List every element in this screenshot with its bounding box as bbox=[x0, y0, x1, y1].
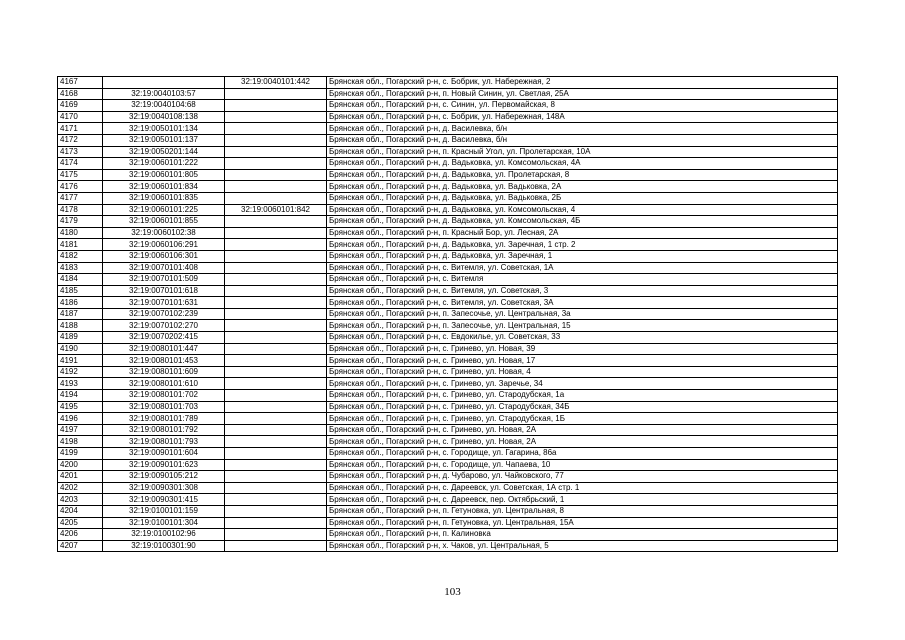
row-number-cell: 4187 bbox=[58, 308, 103, 320]
previous-cadastral-number-cell bbox=[225, 390, 327, 402]
row-number-cell: 4177 bbox=[58, 192, 103, 204]
row-number-cell: 4171 bbox=[58, 123, 103, 135]
cadastral-number-cell: 32:19:0050101:134 bbox=[103, 123, 225, 135]
address-cell: Брянская обл., Погарский р-н, с. Гринево, ул. Заречье, 34 bbox=[327, 378, 838, 390]
row-number-cell: 4205 bbox=[58, 517, 103, 529]
row-number-cell: 4204 bbox=[58, 505, 103, 517]
cadastral-number-cell: 32:19:0080101:610 bbox=[103, 378, 225, 390]
address-cell: Брянская обл., Погарский р-н, д. Василевка, б/н bbox=[327, 134, 838, 146]
address-cell: Брянская обл., Погарский р-н, д. Вадьковка, ул. Пролетарская, 8 bbox=[327, 169, 838, 181]
address-cell: Брянская обл., Погарский р-н, п. Новый Синин, ул. Светлая, 25А bbox=[327, 88, 838, 100]
table-row bbox=[58, 262, 838, 274]
table-row bbox=[58, 227, 838, 239]
cadastral-number-cell: 32:19:0090101:604 bbox=[103, 448, 225, 460]
previous-cadastral-number-cell bbox=[225, 494, 327, 506]
row-number-cell: 4202 bbox=[58, 482, 103, 494]
address-cell: Брянская обл., Погарский р-н, д. Чубарово, ул. Чайковского, 77 bbox=[327, 471, 838, 483]
cadastral-number-cell: 32:19:0070102:239 bbox=[103, 308, 225, 320]
cadastral-number-cell: 32:19:0070101:509 bbox=[103, 274, 225, 286]
row-number-cell: 4176 bbox=[58, 181, 103, 193]
previous-cadastral-number-cell bbox=[225, 88, 327, 100]
previous-cadastral-number-cell bbox=[225, 459, 327, 471]
previous-cadastral-number-cell bbox=[225, 262, 327, 274]
row-number-cell: 4193 bbox=[58, 378, 103, 390]
cadastral-number-cell: 32:19:0070101:618 bbox=[103, 285, 225, 297]
row-number-cell: 4199 bbox=[58, 448, 103, 460]
table-row bbox=[58, 378, 838, 390]
row-number-cell: 4179 bbox=[58, 216, 103, 228]
table-row bbox=[58, 424, 838, 436]
table-row bbox=[58, 529, 838, 541]
address-cell: Брянская обл., Погарский р-н, с. Гринево, ул. Новая, 4 bbox=[327, 366, 838, 378]
row-number-cell: 4201 bbox=[58, 471, 103, 483]
row-number-cell: 4198 bbox=[58, 436, 103, 448]
previous-cadastral-number-cell bbox=[225, 366, 327, 378]
cadastral-number-cell: 32:19:0070101:631 bbox=[103, 297, 225, 309]
cadastral-number-cell: 32:19:0060101:222 bbox=[103, 158, 225, 170]
address-cell: Брянская обл., Погарский р-н, п. Гетуновка, ул. Центральная, 8 bbox=[327, 505, 838, 517]
previous-cadastral-number-cell bbox=[225, 355, 327, 367]
previous-cadastral-number-cell bbox=[225, 413, 327, 425]
row-number-cell: 4169 bbox=[58, 100, 103, 112]
cadastral-number-cell: 32:19:0100101:159 bbox=[103, 505, 225, 517]
table-row bbox=[58, 390, 838, 402]
table-row bbox=[58, 169, 838, 181]
address-cell: Брянская обл., Погарский р-н, п. Калиновка bbox=[327, 529, 838, 541]
cadastral-number-cell: 32:19:0080101:609 bbox=[103, 366, 225, 378]
cadastral-number-cell: 32:19:0080101:793 bbox=[103, 436, 225, 448]
table-row bbox=[58, 448, 838, 460]
table-row bbox=[58, 517, 838, 529]
address-cell: Брянская обл., Погарский р-н, с. Гринево, ул. Новая, 2А bbox=[327, 424, 838, 436]
previous-cadastral-number-cell bbox=[225, 505, 327, 517]
previous-cadastral-number-cell bbox=[225, 169, 327, 181]
address-cell: Брянская обл., Погарский р-н, с. Гринево, ул. Новая, 2А bbox=[327, 436, 838, 448]
row-number-cell: 4206 bbox=[58, 529, 103, 541]
cadastral-number-cell: 32:19:0090105:212 bbox=[103, 471, 225, 483]
table-row bbox=[58, 494, 838, 506]
address-cell: Брянская обл., Погарский р-н, с. Гринево, ул. Новая, 17 bbox=[327, 355, 838, 367]
address-cell: Брянская обл., Погарский р-н, д. Вадьковка, ул. Заречная, 1 bbox=[327, 250, 838, 262]
row-number-cell: 4189 bbox=[58, 332, 103, 344]
address-cell: Брянская обл., Погарский р-н, с. Бобрик, ул. Набережная, 148А bbox=[327, 111, 838, 123]
previous-cadastral-number-cell bbox=[225, 308, 327, 320]
table-row bbox=[58, 366, 838, 378]
cadastral-number-cell: 32:19:0080101:703 bbox=[103, 401, 225, 413]
row-number-cell: 4172 bbox=[58, 134, 103, 146]
cadastral-number-cell: 32:19:0100301:90 bbox=[103, 540, 225, 552]
row-number-cell: 4191 bbox=[58, 355, 103, 367]
address-cell: Брянская обл., Погарский р-н, с. Синин, ул. Первомайская, 8 bbox=[327, 100, 838, 112]
address-cell: Брянская обл., Погарский р-н, д. Вадьковка, ул. Комсомольская, 4 bbox=[327, 204, 838, 216]
table-row bbox=[58, 436, 838, 448]
previous-cadastral-number-cell bbox=[225, 378, 327, 390]
table-row bbox=[58, 285, 838, 297]
address-cell: Брянская обл., Погарский р-н, п. Запесочье, ул. Центральная, 15 bbox=[327, 320, 838, 332]
address-cell: Брянская обл., Погарский р-н, с. Гринево, ул. Стародубская, 1Б bbox=[327, 413, 838, 425]
previous-cadastral-number-cell bbox=[225, 436, 327, 448]
table-row bbox=[58, 158, 838, 170]
row-number-cell: 4173 bbox=[58, 146, 103, 158]
table-row bbox=[58, 216, 838, 228]
cadastral-number-cell: 32:19:0070101:408 bbox=[103, 262, 225, 274]
cadastral-number-cell: 32:19:0060101:225 bbox=[103, 204, 225, 216]
previous-cadastral-number-cell bbox=[225, 285, 327, 297]
previous-cadastral-number-cell bbox=[225, 239, 327, 251]
cadastral-number-cell: 32:19:0070202:415 bbox=[103, 332, 225, 344]
row-number-cell: 4207 bbox=[58, 540, 103, 552]
previous-cadastral-number-cell bbox=[225, 332, 327, 344]
row-number-cell: 4168 bbox=[58, 88, 103, 100]
previous-cadastral-number-cell: 32:19:0040101:442 bbox=[225, 77, 327, 89]
previous-cadastral-number-cell bbox=[225, 146, 327, 158]
address-cell: Брянская обл., Погарский р-н, д. Вадьковка, ул. Вадьковка, 2Б bbox=[327, 192, 838, 204]
address-cell: Брянская обл., Погарский р-н, с. Дареевск, пер. Октябрьский, 1 bbox=[327, 494, 838, 506]
previous-cadastral-number-cell bbox=[225, 297, 327, 309]
previous-cadastral-number-cell: 32:19:0060101:842 bbox=[225, 204, 327, 216]
cadastral-number-cell: 32:19:0060101:855 bbox=[103, 216, 225, 228]
row-number-cell: 4175 bbox=[58, 169, 103, 181]
cadastral-number-cell: 32:19:0080101:453 bbox=[103, 355, 225, 367]
cadastral-number-cell: 32:19:0100101:304 bbox=[103, 517, 225, 529]
previous-cadastral-number-cell bbox=[225, 227, 327, 239]
previous-cadastral-number-cell bbox=[225, 134, 327, 146]
previous-cadastral-number-cell bbox=[225, 192, 327, 204]
address-cell: Брянская обл., Погарский р-н, с. Гринево, ул. Стародубская, 1а bbox=[327, 390, 838, 402]
row-number-cell: 4180 bbox=[58, 227, 103, 239]
cadastral-number-cell: 32:19:0090101:623 bbox=[103, 459, 225, 471]
previous-cadastral-number-cell bbox=[225, 517, 327, 529]
table-row bbox=[58, 320, 838, 332]
cadastral-number-cell: 32:19:0100102:96 bbox=[103, 529, 225, 541]
previous-cadastral-number-cell bbox=[225, 424, 327, 436]
table-row bbox=[58, 77, 838, 89]
cadastral-number-cell: 32:19:0090301:415 bbox=[103, 494, 225, 506]
row-number-cell: 4186 bbox=[58, 297, 103, 309]
row-number-cell: 4167 bbox=[58, 77, 103, 89]
row-number-cell: 4182 bbox=[58, 250, 103, 262]
row-number-cell: 4195 bbox=[58, 401, 103, 413]
cadastral-number-cell bbox=[103, 77, 225, 89]
table-row bbox=[58, 123, 838, 135]
address-cell: Брянская обл., Погарский р-н, д. Вадьковка, ул. Комсомольская, 4А bbox=[327, 158, 838, 170]
table-row bbox=[58, 401, 838, 413]
table-row bbox=[58, 192, 838, 204]
table-row bbox=[58, 471, 838, 483]
row-number-cell: 4178 bbox=[58, 204, 103, 216]
table-row bbox=[58, 343, 838, 355]
table-row bbox=[58, 88, 838, 100]
table-row bbox=[58, 413, 838, 425]
address-cell: Брянская обл., Погарский р-н, с. Городище, ул. Чапаева, 10 bbox=[327, 459, 838, 471]
address-cell: Брянская обл., Погарский р-н, с. Евдокилье, ул. Советская, 33 bbox=[327, 332, 838, 344]
address-cell: Брянская обл., Погарский р-н, д. Вадьковка, ул. Комсомольская, 4Б bbox=[327, 216, 838, 228]
registry-table-body bbox=[58, 77, 838, 552]
row-number-cell: 4184 bbox=[58, 274, 103, 286]
cadastral-number-cell: 32:19:0060106:301 bbox=[103, 250, 225, 262]
address-cell: Брянская обл., Погарский р-н, п. Гетуновка, ул. Центральная, 15А bbox=[327, 517, 838, 529]
table-row bbox=[58, 204, 838, 216]
table-row bbox=[58, 250, 838, 262]
address-cell: Брянская обл., Погарский р-н, с. Витемля bbox=[327, 274, 838, 286]
previous-cadastral-number-cell bbox=[225, 111, 327, 123]
previous-cadastral-number-cell bbox=[225, 181, 327, 193]
cadastral-number-cell: 32:19:0050201:144 bbox=[103, 146, 225, 158]
cadastral-number-cell: 32:19:0080101:792 bbox=[103, 424, 225, 436]
row-number-cell: 4194 bbox=[58, 390, 103, 402]
address-cell: Брянская обл., Погарский р-н, с. Витемля, ул. Советская, 3А bbox=[327, 297, 838, 309]
address-cell: Брянская обл., Погарский р-н, д. Вадьковка, ул. Вадьковка, 2А bbox=[327, 181, 838, 193]
table-row bbox=[58, 100, 838, 112]
table-row bbox=[58, 332, 838, 344]
cadastral-number-cell: 32:19:0090301:308 bbox=[103, 482, 225, 494]
address-cell: Брянская обл., Погарский р-н, с. Гринево, ул. Стародубская, 34Б bbox=[327, 401, 838, 413]
cadastral-number-cell: 32:19:0060101:805 bbox=[103, 169, 225, 181]
cadastral-number-cell: 32:19:0060101:834 bbox=[103, 181, 225, 193]
cadastral-number-cell: 32:19:0060106:291 bbox=[103, 239, 225, 251]
previous-cadastral-number-cell bbox=[225, 343, 327, 355]
previous-cadastral-number-cell bbox=[225, 274, 327, 286]
previous-cadastral-number-cell bbox=[225, 158, 327, 170]
address-cell: Брянская обл., Погарский р-н, д. Василевка, б/н bbox=[327, 123, 838, 135]
table-row bbox=[58, 274, 838, 286]
address-cell: Брянская обл., Погарский р-н, п. Запесочье, ул. Центральная, 3а bbox=[327, 308, 838, 320]
table-row bbox=[58, 459, 838, 471]
previous-cadastral-number-cell bbox=[225, 100, 327, 112]
address-cell: Брянская обл., Погарский р-н, с. Дареевск, ул. Советская, 1А стр. 1 bbox=[327, 482, 838, 494]
cadastral-number-cell: 32:19:0040104:68 bbox=[103, 100, 225, 112]
cadastral-number-cell: 32:19:0060101:835 bbox=[103, 192, 225, 204]
address-cell: Брянская обл., Погарский р-н, с. Гринево, ул. Новая, 39 bbox=[327, 343, 838, 355]
previous-cadastral-number-cell bbox=[225, 401, 327, 413]
row-number-cell: 4197 bbox=[58, 424, 103, 436]
table-row bbox=[58, 239, 838, 251]
page-number: 103 bbox=[444, 586, 461, 598]
table-row bbox=[58, 355, 838, 367]
previous-cadastral-number-cell bbox=[225, 250, 327, 262]
table-row bbox=[58, 482, 838, 494]
row-number-cell: 4203 bbox=[58, 494, 103, 506]
row-number-cell: 4183 bbox=[58, 262, 103, 274]
row-number-cell: 4174 bbox=[58, 158, 103, 170]
previous-cadastral-number-cell bbox=[225, 471, 327, 483]
cadastral-number-cell: 32:19:0080101:447 bbox=[103, 343, 225, 355]
cadastral-number-cell: 32:19:0040108:138 bbox=[103, 111, 225, 123]
previous-cadastral-number-cell bbox=[225, 216, 327, 228]
row-number-cell: 4185 bbox=[58, 285, 103, 297]
cadastral-number-cell: 32:19:0080101:789 bbox=[103, 413, 225, 425]
previous-cadastral-number-cell bbox=[225, 123, 327, 135]
row-number-cell: 4170 bbox=[58, 111, 103, 123]
table-row bbox=[58, 505, 838, 517]
address-cell: Брянская обл., Погарский р-н, п. Красный Угол, ул. Пролетарская, 10А bbox=[327, 146, 838, 158]
cadastral-number-cell: 32:19:0070102:270 bbox=[103, 320, 225, 332]
table-row bbox=[58, 134, 838, 146]
cadastral-number-cell: 32:19:0040103:57 bbox=[103, 88, 225, 100]
address-cell: Брянская обл., Погарский р-н, с. Витемля, ул. Советская, 3 bbox=[327, 285, 838, 297]
cadastral-number-cell: 32:19:0050101:137 bbox=[103, 134, 225, 146]
row-number-cell: 4188 bbox=[58, 320, 103, 332]
registry-table bbox=[57, 76, 838, 552]
row-number-cell: 4181 bbox=[58, 239, 103, 251]
address-cell: Брянская обл., Погарский р-н, с. Бобрик, ул. Набережная, 2 bbox=[327, 77, 838, 89]
address-cell: Брянская обл., Погарский р-н, д. Вадьковка, ул. Заречная, 1 стр. 2 bbox=[327, 239, 838, 251]
row-number-cell: 4200 bbox=[58, 459, 103, 471]
address-cell: Брянская обл., Погарский р-н, с. Городище, ул. Гагарина, 86а bbox=[327, 448, 838, 460]
row-number-cell: 4192 bbox=[58, 366, 103, 378]
previous-cadastral-number-cell bbox=[225, 448, 327, 460]
previous-cadastral-number-cell bbox=[225, 320, 327, 332]
cadastral-number-cell: 32:19:0080101:702 bbox=[103, 390, 225, 402]
table-row bbox=[58, 146, 838, 158]
row-number-cell: 4196 bbox=[58, 413, 103, 425]
table-row bbox=[58, 308, 838, 320]
table-row bbox=[58, 111, 838, 123]
table-row bbox=[58, 297, 838, 309]
previous-cadastral-number-cell bbox=[225, 540, 327, 552]
table-row bbox=[58, 540, 838, 552]
address-cell: Брянская обл., Погарский р-н, х. Чаков, ул. Центральная, 5 bbox=[327, 540, 838, 552]
row-number-cell: 4190 bbox=[58, 343, 103, 355]
address-cell: Брянская обл., Погарский р-н, с. Витемля, ул. Советская, 1А bbox=[327, 262, 838, 274]
cadastral-number-cell: 32:19:0060102:38 bbox=[103, 227, 225, 239]
table-row bbox=[58, 181, 838, 193]
previous-cadastral-number-cell bbox=[225, 529, 327, 541]
previous-cadastral-number-cell bbox=[225, 482, 327, 494]
address-cell: Брянская обл., Погарский р-н, п. Красный Бор, ул. Лесная, 2А bbox=[327, 227, 838, 239]
